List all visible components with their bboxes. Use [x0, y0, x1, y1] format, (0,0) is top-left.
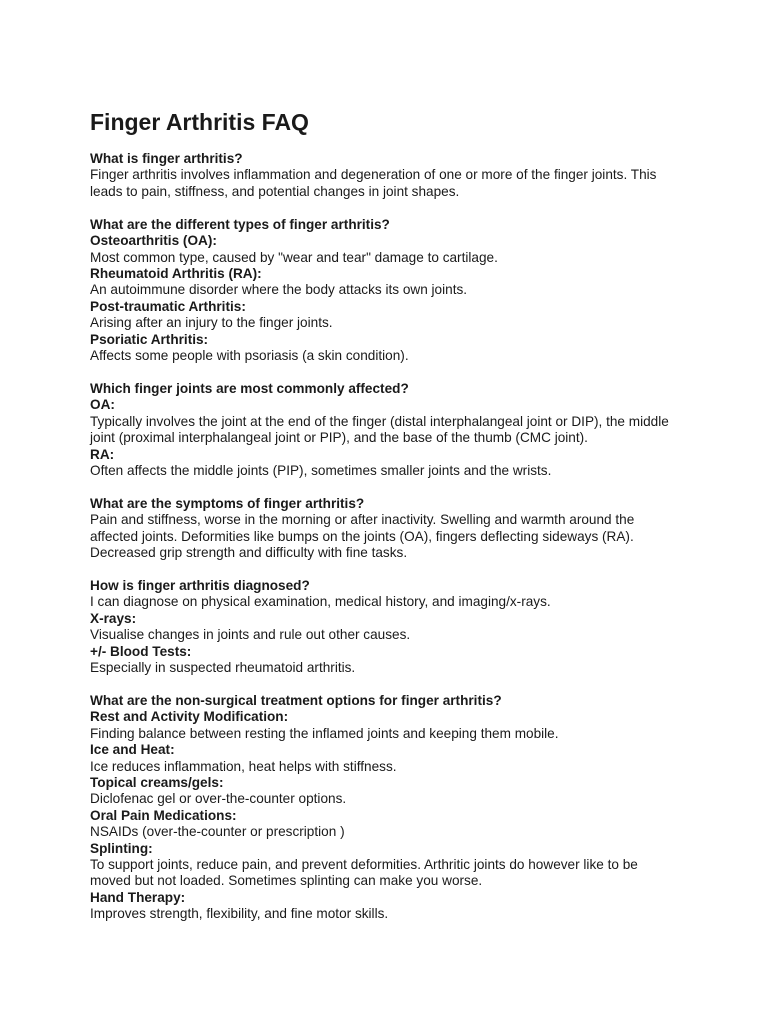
faq-subheading: Osteoarthritis (OA): — [90, 233, 217, 249]
faq-subheading: Oral Pain Medications: — [90, 807, 237, 823]
faq-section — [90, 381, 678, 479]
faq-subheading: Topical creams/gels: — [90, 774, 224, 790]
faq-answer-text: Most common type, caused by "wear and tear" damage to cartilage. — [90, 249, 498, 265]
faq-answer-text: Finger arthritis involves inflammation and degeneration of one or more of the finger joints. This leads to pain, stiffness, and potential changes in joint shapes. — [90, 167, 657, 199]
faq-section — [90, 693, 678, 923]
faq-answer-text: Typically involves the joint at the end of the finger (distal interphalangeal joint or DIP), the middle joint (proximal interphalangeal joint or PIP), and the base of the thumb (CMC joint). — [90, 413, 669, 446]
faq-subheading: Psoriatic Arthritis: — [90, 331, 209, 347]
faq-subheading: X-rays: — [90, 610, 137, 626]
faq-answer-text: Especially in suspected rheumatoid arthritis. — [90, 659, 356, 675]
faq-answer-text: Visualise changes in joints and rule out other causes. — [90, 627, 411, 643]
faq-answer-text: Improves strength, flexibility, and fine motor skills. — [90, 906, 389, 922]
faq-answer-text: Pain and stiffness, worse in the morning or after inactivity. Swelling and warmth around the affected joints. Deformities like bumps on the joints (OA), fingers deflecting sideways (RA). Decreased grip strength and difficulty with fine tasks. — [90, 512, 635, 561]
page-title: Finger Arthritis FAQ — [90, 109, 309, 135]
faq-section — [90, 217, 678, 365]
faq-answer-text: Ice reduces inflammation, heat helps with stiffness. — [90, 758, 397, 774]
faq-question: How is finger arthritis diagnosed? — [90, 577, 310, 593]
faq-question: What is finger arthritis? — [90, 151, 243, 166]
faq-answer-text: NSAIDs (over-the-counter or prescription ) — [90, 824, 345, 840]
faq-question: What are the symptoms of finger arthritis? — [90, 495, 365, 511]
faq-answer-text: Finding balance between resting the inflamed joints and keeping them mobile. — [90, 725, 559, 741]
faq-question: What are the different types of finger arthritis? — [90, 216, 390, 232]
faq-answer-text: Affects some people with psoriasis (a skin condition). — [90, 347, 409, 363]
faq-answer-text: Diclofenac gel or over-the-counter options. — [90, 791, 347, 807]
faq-answer-text: I can diagnose on physical examination, medical history, and imaging/x-rays. — [90, 594, 551, 610]
faq-subheading: Ice and Heat: — [90, 742, 175, 758]
faq-section — [90, 496, 678, 562]
faq-answer-text: Often affects the middle joints (PIP), sometimes smaller joints and the wrists. — [90, 462, 552, 478]
faq-answer-text: An autoimmune disorder where the body attacks its own joints. — [90, 282, 468, 298]
faq-question: Which finger joints are most commonly affected? — [90, 380, 409, 396]
faq-subheading: Rheumatoid Arthritis (RA): — [90, 265, 262, 281]
faq-content — [90, 151, 678, 923]
faq-answer-text: To support joints, reduce pain, and prevent deformities. Arthritic joints do however like to be moved but not loaded. Sometimes splinting can make you worse. — [90, 856, 638, 889]
faq-subheading: RA: — [90, 446, 115, 462]
faq-subheading: Post-traumatic Arthritis: — [90, 298, 246, 314]
faq-section — [90, 578, 678, 676]
faq-subheading: OA: — [90, 397, 115, 413]
faq-question: What are the non-surgical treatment options for finger arthritis? — [90, 692, 502, 708]
faq-subheading: Rest and Activity Modification: — [90, 709, 289, 725]
faq-answer-text: Arising after an injury to the finger joints. — [90, 315, 333, 331]
faq-subheading: Splinting: — [90, 840, 153, 856]
faq-subheading: +/- Blood Tests: — [90, 643, 192, 659]
faq-subheading: Hand Therapy: — [90, 889, 186, 905]
faq-section — [90, 151, 678, 200]
